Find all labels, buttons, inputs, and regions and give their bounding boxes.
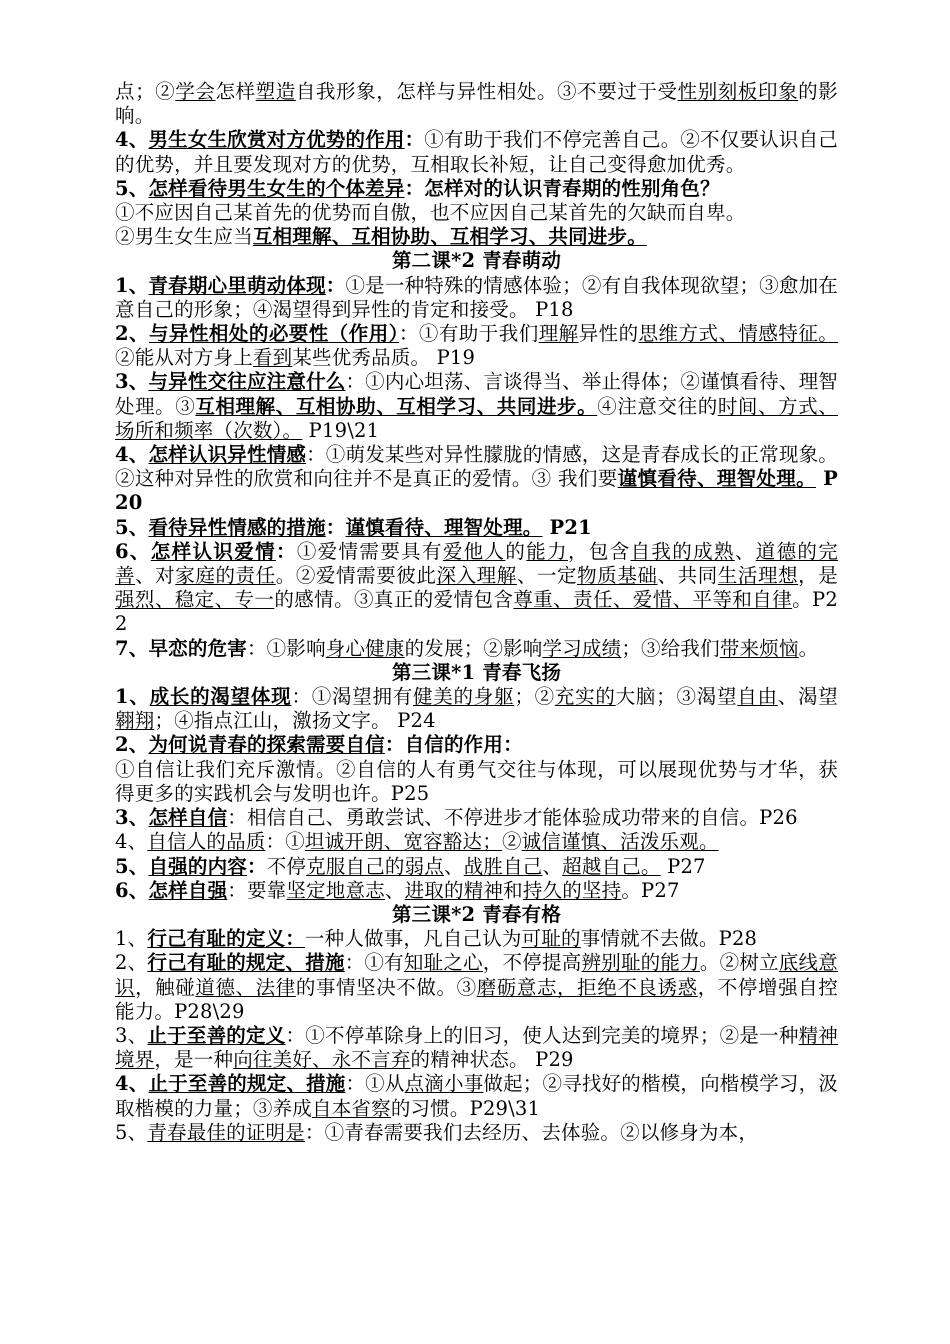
- text-run: 、: [734, 539, 756, 563]
- text-run: 深入理解: [436, 564, 517, 588]
- text-run: 2、: [115, 733, 149, 757]
- text-run: 。②树立: [699, 951, 779, 975]
- text-run: 5、: [115, 1120, 148, 1144]
- text-run: 大脑；③渴望: [615, 685, 738, 709]
- text-run: 的影响。: [115, 80, 838, 128]
- text-run: 进取的精神: [404, 878, 504, 902]
- text-run: ：: [325, 515, 346, 539]
- text-run: ，触碰: [135, 975, 196, 999]
- paragraph: [115, 685, 838, 733]
- text-run: 为何说青春的探索需要自信: [148, 733, 385, 757]
- text-run: 点；②: [115, 80, 176, 103]
- text-run: 物质基础: [577, 564, 658, 588]
- paragraph: [115, 733, 838, 757]
- text-run: 某些优秀品质。 P19: [292, 346, 476, 370]
- text-run: 能力: [526, 539, 568, 563]
- paragraph: [115, 128, 838, 176]
- text-run: 。P22: [115, 588, 838, 636]
- text-run: ，是一种: [154, 1048, 234, 1072]
- text-run: ②: [501, 830, 522, 854]
- text-run: 5、: [115, 515, 149, 539]
- text-run: 行己有耻的规定、措施: [147, 951, 345, 975]
- text-run: ：相信自己、勇敢尝试、不停进步才能体验成功带来的自信。P26: [227, 806, 798, 830]
- text-run: 互相理解、互相协助、互相学习、共同进步。: [195, 394, 598, 418]
- text-run: 、: [384, 878, 405, 902]
- text-run: 看待异性情感的措施: [148, 515, 326, 539]
- text-run: P20: [115, 467, 838, 515]
- text-run: 青春期心里萌动体现: [148, 273, 326, 297]
- paragraph: [115, 274, 838, 322]
- text-run: ，是: [798, 564, 838, 588]
- text-run: 诚信谨慎、活泼乐观。: [521, 830, 719, 854]
- text-run: 道德的完善: [115, 539, 838, 588]
- text-run: 2、: [115, 322, 150, 346]
- text-run: 和: [503, 878, 523, 902]
- text-run: 时间、方式、场所和频率（次数）。: [115, 394, 838, 442]
- text-run: 1、: [115, 685, 150, 709]
- text-run: 爱他人: [442, 539, 506, 563]
- text-run: 1、: [115, 927, 148, 951]
- text-run: ：①渴望拥有: [291, 685, 414, 709]
- text-run: ：①不停革除身上的旧习，使人达到完美的境界；②是一种: [285, 1023, 799, 1047]
- text-run: 止于至善的定义: [147, 1023, 286, 1047]
- text-run: 学会: [175, 80, 216, 103]
- paragraph: [115, 830, 838, 854]
- text-run: 异性的: [578, 322, 639, 346]
- text-run: ①有助于我们不停完善自己。②不仅要认识自己的优势，并且要发现对方的优势，互相取长补短，让自己变得愈加优秀。: [115, 128, 839, 176]
- text-run: ②男生女生应当: [115, 225, 253, 249]
- section-heading: [115, 249, 838, 273]
- text-run: 7、早恋的危害: [115, 636, 247, 660]
- text-run: ：: [325, 273, 346, 297]
- text-run: 知耻之心: [403, 951, 483, 975]
- text-run: 向往美好、永不言弃: [233, 1048, 411, 1072]
- text-run: ：①内心坦荡、言谈得当、举止得体；②谨慎看待、理智处理。③: [115, 370, 838, 418]
- text-run: 自本省察: [312, 1096, 391, 1120]
- text-run: 精神境界: [115, 1023, 838, 1072]
- text-run: 怎样认识爱情: [150, 539, 276, 563]
- text-run: 第二课*2 青春萌动: [391, 249, 562, 273]
- paragraph: [115, 370, 838, 443]
- text-run: 4、: [115, 443, 149, 467]
- text-run: ④注意交往的: [597, 394, 718, 418]
- text-run: ；③给我们: [621, 636, 720, 660]
- text-run: 充实的: [554, 685, 616, 709]
- text-run: 互相理解、互相协助、互相学习、共同进步。: [252, 225, 647, 249]
- paragraph: [115, 322, 838, 370]
- section-heading: [115, 661, 838, 685]
- text-run: 不停: [266, 854, 307, 878]
- section-heading: [115, 903, 838, 927]
- text-run: 成长的渴望体现: [149, 685, 292, 709]
- text-run: ：要靠: [227, 878, 287, 902]
- text-run: 5、: [115, 176, 149, 200]
- text-run: 谨慎看待、理智处理。: [617, 467, 816, 491]
- text-run: 1、: [115, 273, 149, 297]
- text-run: 辨别耻的能力: [581, 951, 700, 975]
- text-run: ：: [404, 128, 425, 152]
- paragraph: [115, 540, 838, 637]
- text-run: 自由: [737, 685, 778, 709]
- text-run: 的习惯。P29\31: [390, 1096, 541, 1120]
- text-run: P27: [660, 854, 706, 878]
- paragraph: [115, 516, 838, 540]
- text-run: 磨砺意志，拒绝不良诱惑: [476, 975, 698, 999]
- text-run: 、共同: [657, 564, 718, 588]
- text-run: 一种人做事，凡自己认为: [304, 927, 522, 951]
- text-run: 身心健康: [325, 636, 405, 660]
- text-run: 带来烦恼: [719, 636, 799, 660]
- paragraph: [115, 177, 838, 201]
- text-run: 青春最佳的证明是: [147, 1120, 305, 1144]
- paragraph: [115, 1121, 838, 1145]
- paragraph: [115, 927, 838, 951]
- text-run: 自强的内容: [148, 854, 247, 878]
- text-run: 尊重、责任、爱惜、平等和自律: [513, 588, 793, 612]
- text-run: ：①影响: [246, 636, 326, 660]
- text-run: 3、: [115, 370, 149, 394]
- text-run: 怎样看待男生女生的个体差异: [148, 176, 405, 200]
- text-run: ①爱情需要具有: [296, 539, 443, 563]
- text-run: 第三课*2 青春有格: [391, 902, 562, 926]
- text-run: ：自信的作用：: [384, 733, 523, 757]
- text-run: 性别刻板印象: [677, 80, 799, 103]
- text-run: 生活理想: [717, 564, 799, 588]
- text-run: 点滴小事: [404, 1072, 484, 1096]
- text-run: 自我形象，怎样与异性相处。③不要过于受: [295, 80, 678, 103]
- text-run: 、对: [135, 564, 176, 588]
- text-run: 自我的成熟: [630, 539, 735, 563]
- text-run: 6、: [115, 878, 149, 902]
- text-run: 克服自己的弱点: [306, 854, 444, 878]
- text-run: 。: [798, 636, 819, 660]
- text-run: 理解: [538, 322, 579, 346]
- text-run: 第三课*1 青春飞扬: [391, 660, 562, 684]
- text-run: 、一定: [516, 564, 578, 588]
- text-run: ，不停增强自控能力。P28\29: [115, 975, 838, 1023]
- text-run: 战胜自己: [463, 854, 543, 878]
- text-run: 怎样自强: [148, 878, 228, 902]
- text-run: 健美的身躯: [413, 685, 515, 709]
- text-run: 的精神状态。 P29: [410, 1048, 574, 1072]
- paragraph: [115, 1024, 838, 1072]
- text-run: 、: [444, 854, 464, 878]
- text-run: ；④指点江山，激扬文字。 P24: [154, 709, 436, 733]
- text-run: ：: [275, 539, 297, 563]
- text-run: ：①萌发某些对异性朦胧的情感，这是青春成长的正常现象。②这种对异性的欣赏和向往并不是真正的爱情。③ 我们要: [115, 443, 839, 491]
- paragraph: [115, 879, 838, 903]
- text-run: 4、: [115, 1072, 149, 1096]
- text-run: 的感情。③真正的爱情包含: [274, 588, 514, 612]
- paragraph: [115, 855, 838, 879]
- text-run: ①不应因自己某首先的优势而自傲，也不应因自己某首先的欠缺而自卑。: [115, 201, 746, 225]
- text-run: 坦诚开朗、宽容豁达；: [304, 830, 502, 854]
- paragraph: [115, 951, 838, 1024]
- text-run: 做起；②寻找好的楷模，向楷模学习，汲取楷模的力量；③养成: [115, 1072, 839, 1120]
- text-run: ，包含: [567, 539, 631, 563]
- text-run: ：: [246, 854, 267, 878]
- text-run: 、渴望: [777, 685, 838, 709]
- text-run: ：①有: [344, 951, 404, 975]
- text-run: 3、: [115, 806, 149, 830]
- text-run: 持久的坚持: [522, 878, 622, 902]
- text-run: ①是一种特殊的情感体验；②有自我体现欲望；③愈加在意自己的形象；④渴望得到异性的肯定和接受。 P18: [115, 273, 838, 321]
- paragraph: [115, 1072, 838, 1120]
- text-run: P21: [542, 515, 592, 539]
- paragraph: [115, 225, 838, 249]
- text-run: 4、: [115, 830, 148, 854]
- text-run: 的发展；②影响: [404, 636, 543, 660]
- text-run: 的: [505, 539, 527, 563]
- text-run: 与异性交往应注意什么: [148, 370, 346, 394]
- text-run: 坚定地意志: [286, 878, 385, 902]
- text-run: 翱翔: [115, 709, 155, 733]
- text-run: 的事情坚决不做。③: [295, 975, 477, 999]
- text-run: ①自信让我们充斥激情。②自信的人有勇气交往与体现，可以展现优势与才华，获得更多的实践机会与发明也许。P25: [115, 757, 838, 805]
- text-run: 谨慎看待、理智处理。: [345, 515, 543, 539]
- text-run: ：①有助于我们: [398, 322, 539, 346]
- paragraph: [115, 806, 838, 830]
- text-run: 、: [542, 854, 563, 878]
- text-run: ；②: [514, 685, 555, 709]
- text-run: 自信人的品质: [147, 830, 266, 854]
- paragraph: [115, 80, 838, 128]
- text-run: ②能从对方身上: [115, 346, 253, 370]
- text-run: 。P27: [621, 878, 680, 902]
- text-run: 。②爱情需要彼此: [275, 564, 437, 588]
- text-run: 事情就不去做。P28: [580, 927, 758, 951]
- text-run: 止于至善的规定、措施: [148, 1072, 346, 1096]
- paragraph: [115, 758, 838, 806]
- text-run: 5、: [115, 854, 149, 878]
- text-run: 道德、法律: [195, 975, 296, 999]
- text-run: 6、: [115, 539, 151, 563]
- text-run: 3、: [115, 1023, 148, 1047]
- text-run: 与异性相处的必要性（作用）: [149, 322, 399, 346]
- text-run: ：①从: [345, 1072, 405, 1096]
- text-run: 2、: [115, 951, 148, 975]
- text-run: 怎样认识异性情感: [148, 443, 307, 467]
- text-run: ：①: [265, 830, 305, 854]
- text-run: 怎样: [215, 80, 256, 103]
- text-run: 怎样自信: [148, 806, 228, 830]
- text-run: 看到: [252, 346, 293, 370]
- text-run: 家庭的责任: [175, 564, 276, 588]
- paragraph: [115, 201, 838, 225]
- text-run: ，不停提高: [482, 951, 582, 975]
- text-run: 强烈、稳定、专一: [115, 588, 275, 612]
- text-run: 4、: [115, 128, 149, 152]
- paragraph: [115, 637, 838, 661]
- text-run: ：①青春需要我们去经历、去体验。②以修身为本，: [304, 1120, 759, 1144]
- text-run: 思维方式、情感特征。: [638, 322, 838, 346]
- text-run: P19\21: [302, 418, 380, 442]
- text-run: 学习成绩: [542, 636, 622, 660]
- text-run: 可耻的: [521, 927, 581, 951]
- text-run: 底线意识: [115, 951, 838, 999]
- text-run: 行己有耻的定义：: [147, 927, 305, 951]
- text-run: ：怎样对的认识青春期的性别角色？: [404, 176, 720, 200]
- text-run: 男生女生欣赏对方优势的作用: [148, 128, 405, 152]
- text-run: 塑造: [255, 80, 296, 103]
- text-run: 超越自己。: [562, 854, 661, 878]
- paragraph: [115, 443, 838, 516]
